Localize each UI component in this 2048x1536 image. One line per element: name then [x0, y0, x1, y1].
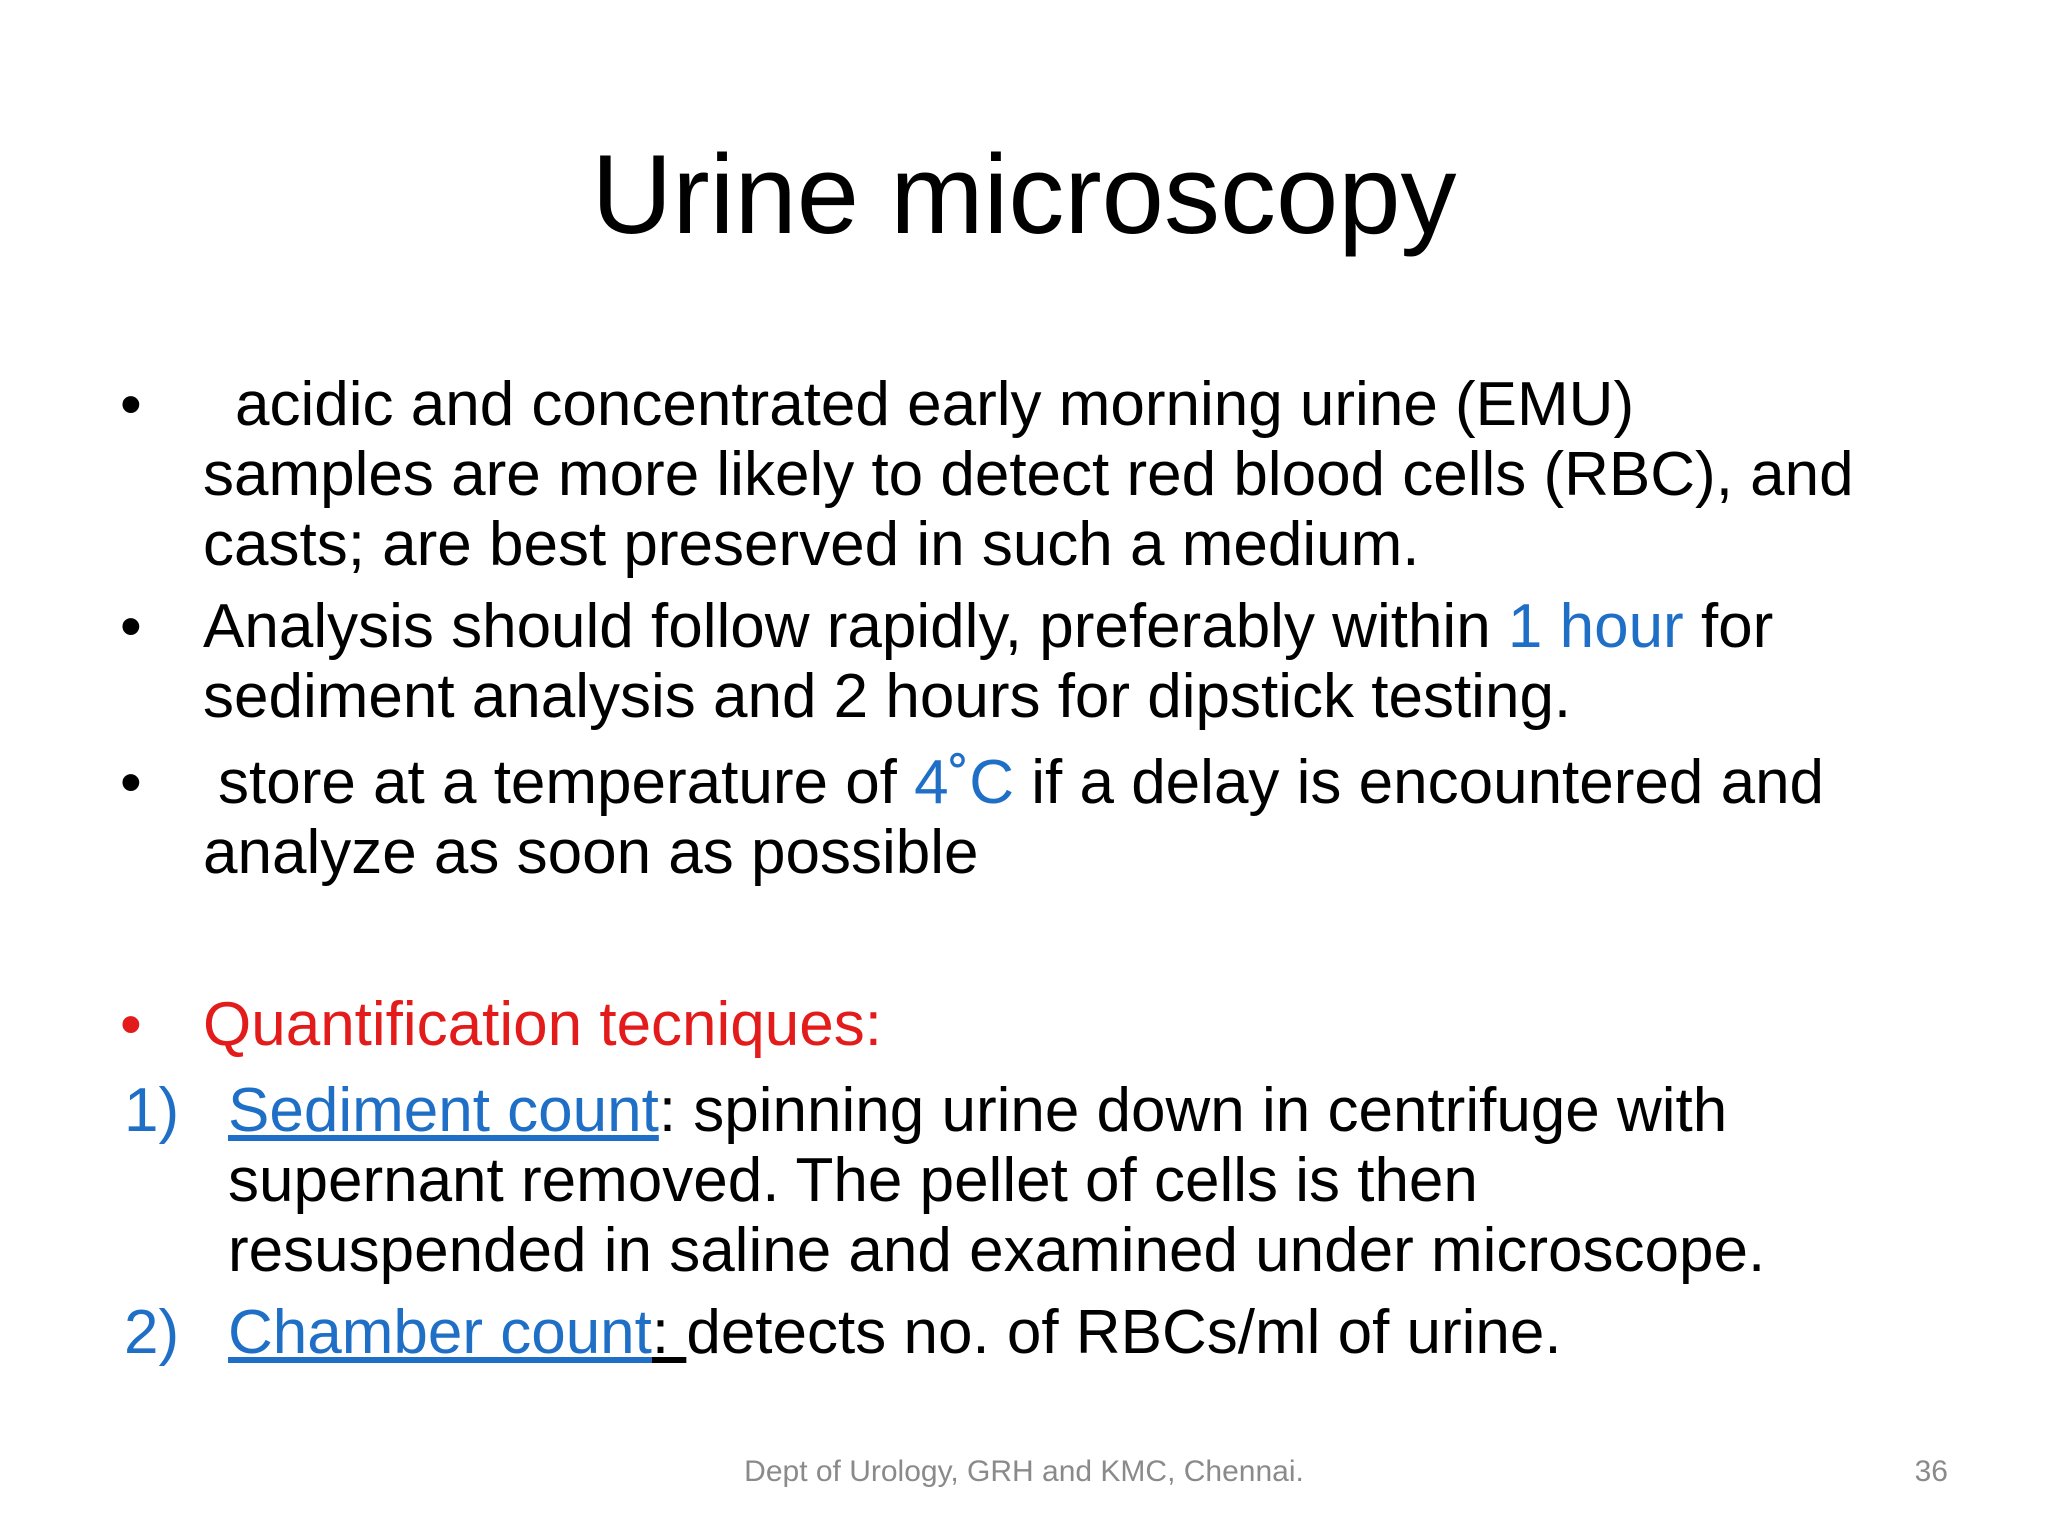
numbered-2-colon: :	[651, 1298, 687, 1367]
numbered-2-text: detects no. of RBCs/ml of urine.	[686, 1298, 1562, 1367]
numbered-2-line-1	[228, 1298, 1562, 1368]
slide-footer: Dept of Urology, GRH and KMC, Chennai.	[744, 1455, 1304, 1488]
bullet-3-text-after: if a delay is encountered and	[1014, 748, 1825, 817]
bullet-1-line-2: samples are more likely to detect red blood cells (RBC), and	[203, 440, 1854, 509]
slide-title: Urine microscopy	[591, 132, 1457, 257]
list-number: 2)	[124, 1298, 180, 1367]
bullet-2-text: Analysis should follow rapidly, preferably within	[203, 592, 1508, 661]
numbered-1-line-1	[228, 1076, 1727, 1146]
numbered-1-text: : spinning urine down in centrifuge with	[658, 1076, 1728, 1145]
numbered-1-line-2: supernant removed. The pellet of cells is then	[228, 1146, 1478, 1215]
list-number: 1)	[124, 1076, 180, 1145]
bullet-3-line-2: analyze as soon as possible	[203, 818, 979, 887]
bullet-3-highlight: 4˚C	[914, 748, 1015, 817]
quantification-heading: Quantification tecniques:	[203, 990, 882, 1059]
bullet-1-line-1: acidic and concentrated early morning urine (EMU)	[235, 370, 1635, 439]
bullet-3-text: store at a temperature of	[218, 748, 915, 817]
bullet-mark: •	[120, 370, 142, 439]
bullet-mark: •	[120, 592, 142, 661]
bullet-mark: •	[120, 748, 142, 817]
bullet-3-line-1	[218, 748, 1824, 818]
sediment-count-link[interactable]: Sediment count	[228, 1076, 659, 1145]
bullet-mark: •	[120, 990, 142, 1059]
bullet-2-text-after: for	[1683, 592, 1774, 661]
chamber-count-link[interactable]: Chamber count	[228, 1298, 652, 1367]
bullet-2-line-1	[203, 592, 1773, 662]
numbered-1-line-3: resuspended in saline and examined under microscope.	[228, 1216, 1766, 1285]
page-number: 36	[1914, 1455, 1948, 1488]
bullet-1-line-3: casts; are best preserved in such a medium.	[203, 510, 1420, 579]
bullet-2-line-2: sediment analysis and 2 hours for dipstick testing.	[203, 662, 1572, 731]
bullet-2-highlight: 1 hour	[1507, 592, 1684, 661]
